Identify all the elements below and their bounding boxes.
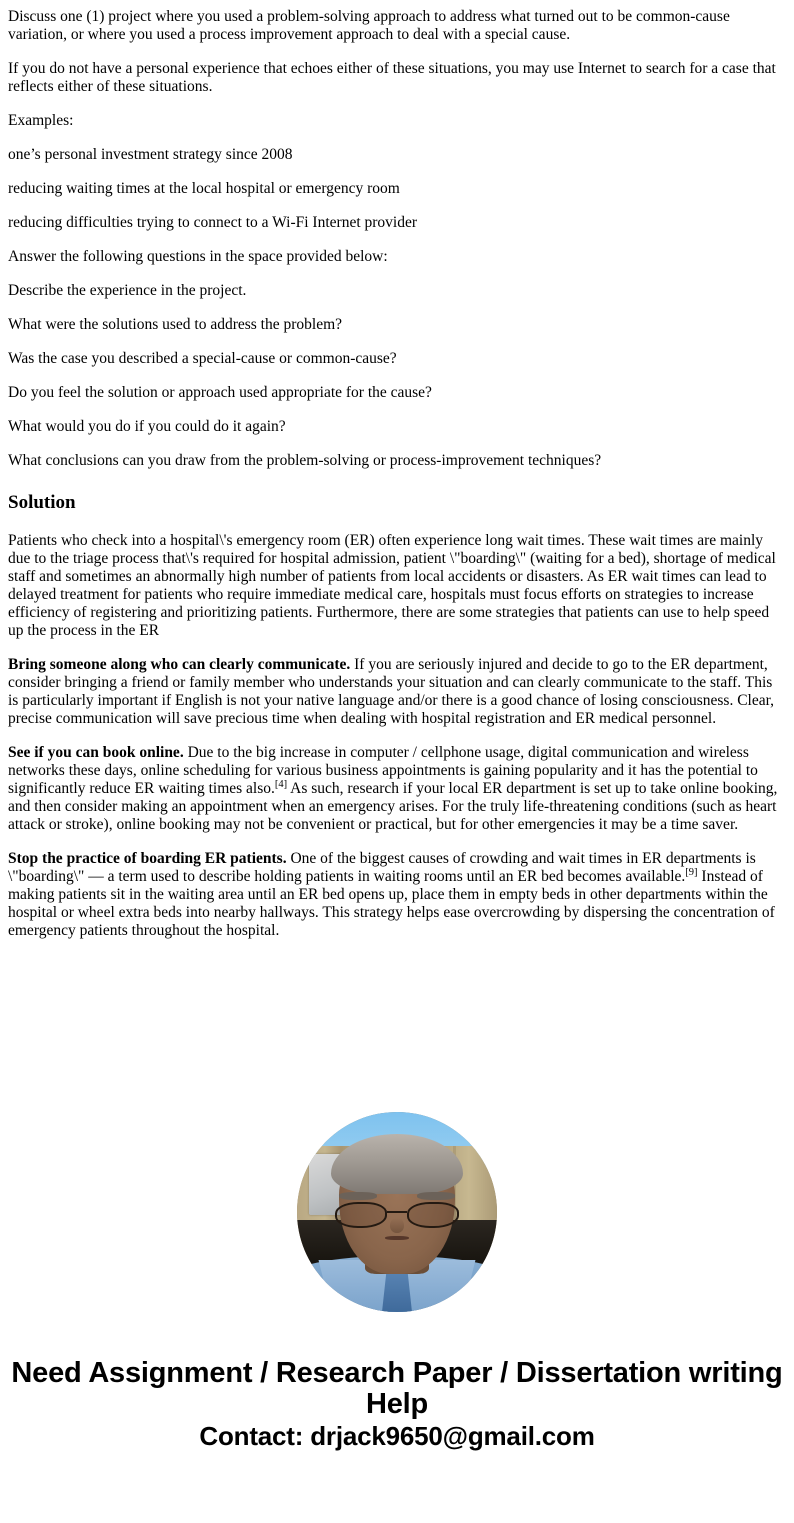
- avatar: [297, 1112, 497, 1312]
- photo-glasses-bridge: [387, 1211, 407, 1213]
- photo-lens-right: [407, 1202, 459, 1228]
- photo-mouth: [385, 1236, 408, 1240]
- strategy-lead-3: Stop the practice of boarding ER patients.: [8, 850, 287, 867]
- prompt-paragraph-2: If you do not have a personal experience that echoes either of these situations, you may use Internet to search for a case that reflects either of these situations.: [8, 60, 776, 95]
- solution-intro-paragraph: Patients who check into a hospital\'s emergency room (ER) often experience long wait times. These wait times are mainly due to the triage process that\'s required for hospital admission, patient \"boarding\" (waiting for a bed), shortage of medical staff and sometimes an abnormally high number of patients from local accidents or disasters. As ER wait times can lead to delayed treatment for patients who require immediate medical care, hospitals must focus efforts on strategies to increase efficiency of registering and prioritizing patients. Furthermore, there are some strategies that patients can use to help speed up the process in the ER: [8, 532, 776, 639]
- answer-instruction: Answer the following questions in the space provided below:: [8, 248, 388, 265]
- strategy-lead-1: Bring someone along who can clearly communicate.: [8, 656, 351, 673]
- strategy-body-3a: One of the biggest causes of crowding and wait times in ER departments is \"boarding\" — a term used to describe holding patients in waiting rooms until an ER bed becomes available.: [8, 850, 756, 885]
- example-item-3: reducing difficulties trying to connect to a Wi-Fi Internet provider: [8, 214, 418, 231]
- strategy-body-1a: If you are seriously injured and decide to go to the ER department, consider bringing a friend or family member who understands your situation and can clearly communicate to the staff. This is particularly important if English is not your native language and/or there is a good chance of losing consciousness. Clear, precise communication will save precious time when dealing with hospital registration and ER medical personnel.: [8, 656, 775, 727]
- question-item-5: What would you do if you could do it again?: [8, 418, 286, 435]
- examples-label: Examples:: [8, 112, 74, 129]
- strategy-paragraph-3: [8, 850, 786, 940]
- citation-marker-4: [4]: [274, 778, 288, 790]
- portrait-photo-container: [8, 1112, 786, 1312]
- photo-lens-left: [335, 1202, 387, 1228]
- prompt-paragraph-1: Discuss one (1) project where you used a problem-solving approach to address what turned out to be common-cause variation, or where you used a process improvement approach to deal with a special cause.: [8, 8, 730, 43]
- example-item-1: one’s personal investment strategy since 2008: [8, 146, 293, 163]
- photo-eyebrow-left: [339, 1192, 377, 1200]
- strategy-body-2a: Due to the big increase in computer / cellphone usage, digital communication and wireless networks these days, online scheduling for various business appointments is gaining popularity and it has the potential to significantly reduce ER waiting times also.: [8, 744, 758, 797]
- question-item-3: Was the case you described a special-cause or common-cause?: [8, 350, 397, 367]
- strategy-body-2b: As such, research if your local ER department is set up to take online booking, and then consider making an appointment when an emergency arises. For the truly life-threatening conditions (such as heart attack or stroke), online booking may not be convenient or practical, but for other emergencies it may be a time saver.: [8, 780, 778, 833]
- photo-necktie: [382, 1268, 412, 1312]
- photo-eyebrow-right: [417, 1192, 455, 1200]
- footer-headline: Need Assignment / Research Paper / Dissertation writing Help: [11, 1357, 783, 1420]
- question-item-1: Describe the experience in the project.: [8, 282, 247, 299]
- strategy-paragraph-1: [8, 656, 786, 728]
- question-item-2: What were the solutions used to address the problem?: [8, 316, 343, 333]
- example-item-2: reducing waiting times at the local hospital or emergency room: [8, 180, 400, 197]
- strategy-body-3b: Instead of making patients sit in the waiting area until an ER bed opens up, place them in empty beds in other departments within the hospital or wheel extra beds into nearby hallways. This strategy helps ease overcrowding by dispersing the concentration of emergency patients throughout the hospital.: [8, 868, 775, 939]
- strategy-lead-2: See if you can book online.: [8, 744, 184, 761]
- footer-contact-email: Contact: drjack9650@gmail.com: [199, 1421, 595, 1451]
- solution-heading: Solution: [8, 492, 76, 513]
- eyeglasses-icon: [335, 1202, 459, 1228]
- footer: [8, 1358, 786, 1476]
- strategy-paragraph-2: [8, 744, 786, 834]
- question-item-4: Do you feel the solution or approach used appropriate for the cause?: [8, 384, 432, 401]
- question-item-6: What conclusions can you draw from the problem-solving or process-improvement techniques?: [8, 452, 602, 469]
- citation-marker-9: [9]: [685, 866, 698, 878]
